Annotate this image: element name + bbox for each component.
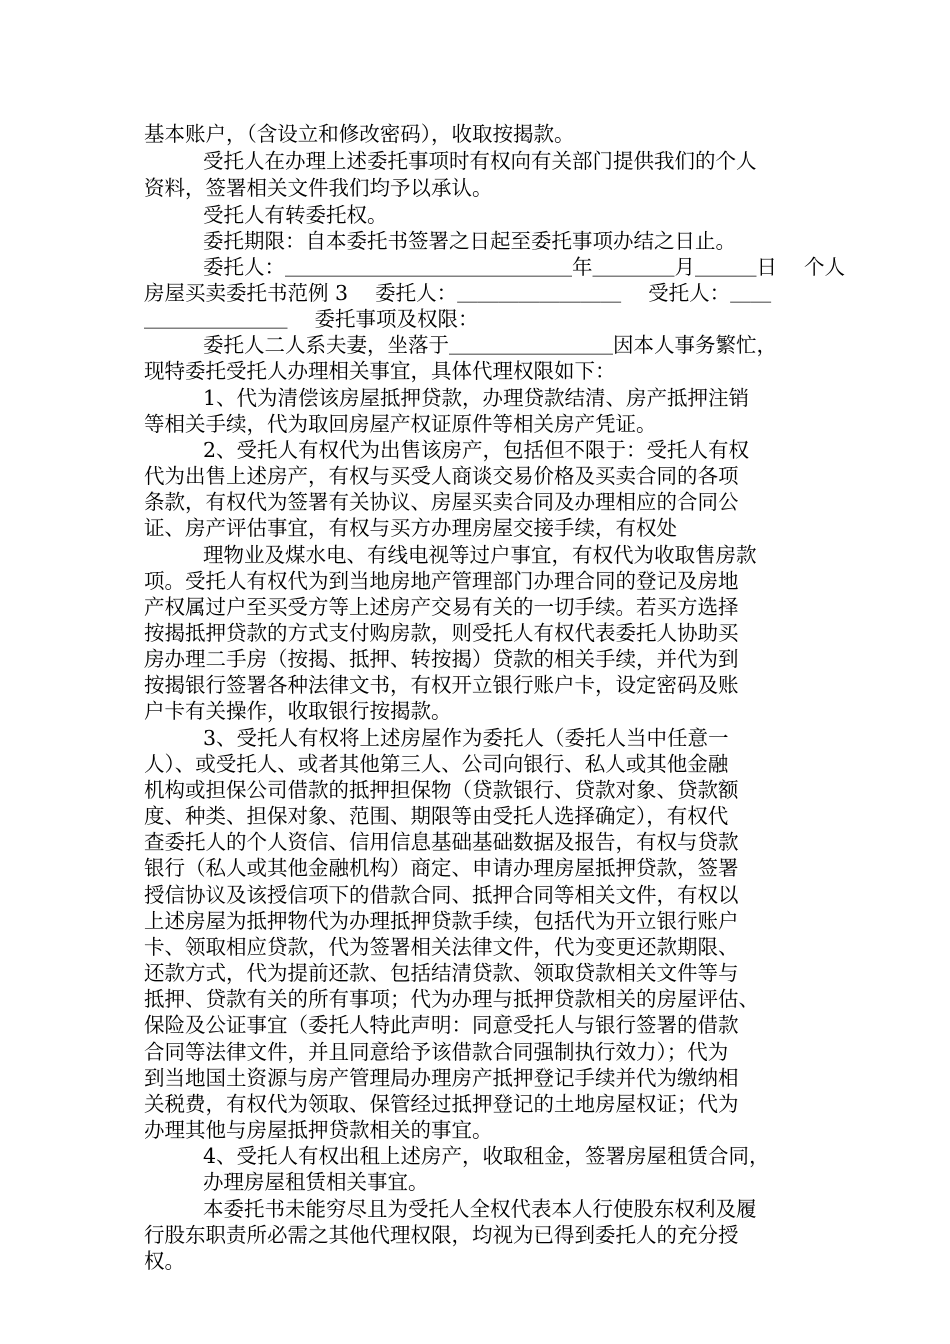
text-line-5: 委托期限：自本委托书签署之日起至委托事项办结之日止。: [203, 229, 736, 253]
text-line-2: 受托人在办理上述委托事项时有权向有关部门提供我们的个人: [203, 149, 757, 173]
text-line-12: 等相关手续，代为取回房屋产权证原件等相关房产凭证。: [144, 412, 657, 436]
text-line-35: 保险及公证事宜（委托人特此声明：同意受托人与银行签署的借款: [144, 1013, 739, 1037]
text-line-22: 按揭银行签署各种法律文书，有权开立银行账户卡，设定密码及账: [144, 673, 739, 697]
text-line-24: 3、受托人有权将上述房屋作为委托人（委托人当中任意一: [203, 726, 729, 750]
text-line-28: 查委托人的个人资信、信用信息基础基础数据及报告，有权与贷款: [144, 830, 739, 854]
text-line-14: 代为出售上述房产，有权与买受人商谈交易价格及买卖合同的各项: [144, 464, 739, 488]
text-line-9: 委托人二人系夫妻，坐落于＿＿＿＿＿＿＿＿因本人事务繁忙，: [203, 333, 777, 357]
text-line-42: 本委托书未能穷尽且为受托人全权代表本人行使股东权利及履: [203, 1197, 757, 1221]
text-line-1: 基本账户，（含设立和修改密码），收取按揭款。: [144, 122, 575, 146]
text-line-27: 度、种类、担保对象、范围、期限等由受托人选择确定），有权代: [144, 804, 729, 828]
text-line-13: 2、受托人有权代为出售该房产，包括但不限于：受托人有权: [203, 438, 750, 462]
text-line-43: 行股东职责所必需之其他代理权限，均视为已得到委托人的充分授: [144, 1223, 739, 1247]
text-line-4: 受托人有转委托权。: [203, 203, 388, 227]
text-line-21: 房办理二手房（按揭、抵押、转按揭）贷款的相关手续，并代为到: [144, 647, 739, 671]
text-line-31: 上述房屋为抵押物代为办理抵押贷款手续，包括代为开立银行账户: [144, 909, 739, 933]
text-line-15: 条款，有权代为签署有关协议、房屋买卖合同及办理相应的合同公: [144, 490, 739, 514]
text-line-3: 资料，签署相关文件我们均予以承认。: [144, 176, 493, 200]
text-line-34: 抵押、贷款有关的所有事项；代为办理与抵押贷款相关的房屋评估、: [144, 987, 759, 1011]
text-line-26: 机构或担保公司借款的抵押担保物（贷款银行、贷款对象、贷款额: [144, 778, 739, 802]
text-line-17: 理物业及煤水电、有线电视等过户事宜，有权代为收取售房款: [203, 543, 757, 567]
text-line-36: 合同等法律文件，并且同意给予该借款合同强制执行效力）；代为: [144, 1040, 729, 1064]
text-line-7: 房屋买卖委托书范例 3 委托人：＿＿＿＿＿＿＿＿ 受托人：＿＿: [144, 281, 772, 305]
text-line-33: 还款方式，代为提前还款、包括结清贷款、领取贷款相关文件等与: [144, 961, 739, 985]
text-line-29: 银行（私人或其他金融机构）商定、申请办理房屋抵押贷款，签署: [144, 856, 739, 880]
text-line-38: 关税费，有权代为领取、保管经过抵押登记的土地房屋权证；代为: [144, 1092, 739, 1116]
text-line-30: 授信协议及该授信项下的借款合同、抵押合同等相关文件，有权以: [144, 883, 739, 907]
text-line-6: 委托人：＿＿＿＿＿＿＿＿＿＿＿＿＿＿年＿＿＿＿月＿＿＿日 个人: [203, 255, 846, 279]
text-line-32: 卡、领取相应贷款，代为签署相关法律文件，代为变更还款期限、: [144, 935, 739, 959]
text-line-8: ＿＿＿＿＿＿＿ 委托事项及权限：: [144, 307, 479, 331]
text-line-40: 4、受托人有权出租上述房产，收取租金，签署房屋租赁合同，: [203, 1144, 770, 1168]
text-line-23: 户卡有关操作，收取银行按揭款。: [144, 699, 452, 723]
text-line-19: 产权属过户至买受方等上述房产交易有关的一切手续。若买方选择: [144, 595, 739, 619]
text-line-20: 按揭抵押贷款的方式支付购房款，则受托人有权代表委托人协助买: [144, 621, 739, 645]
text-line-10: 现特委托受托人办理相关事宜，具体代理权限如下：: [144, 359, 616, 383]
text-line-16: 证、房产评估事宜，有权与买方办理房屋交接手续，有权处: [144, 516, 677, 540]
text-line-44: 权。: [144, 1249, 185, 1273]
text-line-25: 人）、或受托人、或者其他第三人、公司向银行、私人或其他金融: [144, 752, 729, 776]
text-line-18: 项。受托人有权代为到当地房地产管理部门办理合同的登记及房地: [144, 569, 739, 593]
text-line-41: 办理房屋租赁相关事宜。: [203, 1170, 429, 1194]
text-line-37: 到当地国土资源与房产管理局办理房产抵押登记手续并代为缴纳相: [144, 1066, 739, 1090]
text-line-11: 1、代为清偿该房屋抵押贷款，办理贷款结清、房产抵押注销: [203, 386, 750, 410]
text-line-39: 办理其他与房屋抵押贷款相关的事宜。: [144, 1118, 493, 1142]
